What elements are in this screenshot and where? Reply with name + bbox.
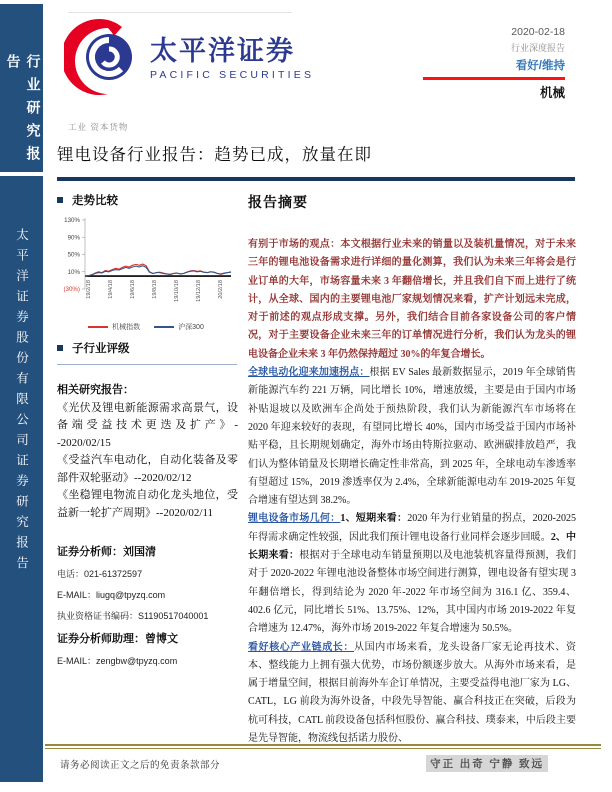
assistant-name: 证券分析师助理：曾博文 — [57, 633, 178, 645]
svg-text:130%: 130% — [64, 217, 80, 224]
mid-term-label: 2、中长期来看： — [248, 531, 576, 562]
header-divider — [68, 12, 292, 13]
email-label: E-MAIL： — [57, 656, 97, 666]
pacific-logo-icon — [64, 16, 144, 98]
svg-text:19/12/18: 19/12/18 — [196, 280, 202, 302]
svg-text:(30%): (30%) — [63, 286, 80, 293]
paragraph-lead: 看好核心产业链成长： — [248, 641, 354, 653]
analyst-license-row — [57, 609, 238, 622]
report-type: 行业深度报告 — [510, 43, 565, 53]
svg-text:10%: 10% — [67, 268, 80, 276]
analyst-email-row — [57, 588, 238, 601]
email-label: E-MAIL： — [57, 590, 97, 600]
svg-text:19/2/18: 19/2/18 — [86, 280, 92, 299]
industry-rating: 看好/维持 — [515, 60, 565, 72]
email-value: liugq@tpyzq.com — [96, 590, 166, 600]
paragraph-body: 从国内市场来看，龙头设备厂家无论再技术、资本、整线能力上拥有强大优势，市场份额逐步放大。从海外市场来看，是属于增量空间，根据目前海外车企订单情况，主要受益得电池厂家为 LG、CATL，LG 前段为海外设备，中段先导智能、赢合科技正在突破，后段为杭可科技，CATL 前段设备包括科恒股份、赢合科技、璞泰来，中后段主要是先导智能，物流线包括诺力股份、 — [248, 641, 576, 745]
trend-section-title: 走势比较 — [72, 195, 118, 207]
license-label: 执业资格证书编码： — [57, 611, 139, 621]
header-right-block — [395, 26, 565, 101]
svg-text:19/4/18: 19/4/18 — [108, 280, 114, 299]
trend-comparison-chart — [57, 213, 235, 313]
company-name-en: PACIFIC SECURITIES — [150, 69, 315, 81]
svg-text:19/10/18: 19/10/18 — [174, 280, 180, 302]
legend-label-hs300: 沪深300 — [178, 324, 204, 331]
paragraph-body: 根据对于全球电动车销量预期以及电池装机容量得预测，我们对于 2020-2022 年锂电池设备整体市场空间进行测算，锂电设备有望实现 3 年翻倍增长，得到结论为 2020 年-2022 年市场空间为 316.1 亿、359.4、402.6 亿元，同比增长 51%、13.75%、12%，其中国内市场 2019-2022 年复合增速为 12.47%，海外市场 2019-2022 年复合增速为 50.5%。 — [248, 550, 577, 635]
sector-breadcrumb: 工业 资本货物 — [68, 122, 129, 132]
rating-underline — [423, 77, 565, 80]
legend-swatch-blue — [154, 326, 174, 328]
company-name-cn: 太平洋证券 — [150, 36, 295, 66]
license-value: S1190517040001 — [138, 611, 209, 621]
legend-label-machinery: 机械指数 — [112, 324, 141, 331]
email-value: zengbw@tpyzq.com — [96, 656, 178, 666]
short-term-label: 1、短期来看： — [340, 513, 408, 525]
svg-text:20/2/18: 20/2/18 — [218, 280, 224, 299]
legend-swatch-red — [88, 326, 108, 328]
page-title: 锂电设备行业报告：趋势已成，放量在即 — [57, 145, 372, 164]
square-bullet-icon — [57, 197, 63, 203]
assistant-email-row — [57, 654, 238, 667]
related-report-item: 《坐稳锂电物流自动化龙头地位，受益新一轮扩产周期》--2020/02/11 — [57, 489, 238, 519]
summary-paragraph-ev-inflection — [248, 364, 576, 510]
related-report-item: 《受益汽车电动化，自动化装备及零部件双轮驱动》--2020/02/12 — [57, 454, 238, 484]
related-reports-block — [57, 382, 238, 522]
subrating-section-title: 子行业评级 — [72, 343, 130, 355]
paragraph-lead: 全球电动化迎来加速拐点： — [248, 367, 370, 379]
related-report-item: 《光伏及锂电新能源需求高景气，设备端受益技术更迭及扩产》--2020/02/15 — [57, 401, 238, 449]
report-date: 2020-02-18 — [511, 26, 565, 38]
analyst-name: 证券分析师：刘国清 — [57, 546, 156, 558]
subrating-divider — [57, 364, 237, 365]
title-rule — [57, 177, 575, 181]
svg-text:19/8/18: 19/8/18 — [152, 280, 158, 299]
sidebar-top-block — [0, 4, 43, 172]
related-reports-title: 相关研究报告： — [57, 384, 134, 396]
paragraph-body: 2020 年为行业销量的拐点，2020-2025 年得需求确定性较强，因此我们预计锂电设备行业同样会逐步回暖。 — [248, 513, 576, 543]
paragraph-lead: 锂电设备市场几何： — [248, 513, 341, 525]
footer-motto: 守正 出奇 宁静 致远 — [426, 755, 548, 772]
phone-value: 021-61372597 — [84, 569, 143, 579]
legend-item-hs300 — [154, 322, 204, 332]
paragraph-body: 根据 EV Sales 最新数据显示，2019 年全球销售新能源汽车约 221 万辆，同比增长 10%，增速放缓，主要是由于国内市场补贴退坡以及欧洲车企尚处于预热阶段，我们认为新能源汽车市场将在 2020 年迎来较好的表现，有望同比增长 40%，国内市场受益于国内市场补贴平稳，且长期规划确定，海外市场由特斯拉驱动、欧洲碳排放趋严，我们认为整体销量及长期增长确定性非常高，到 2025 年，全球电动车渗透率有望超过 15%，2019 渗透率仅为 2.4%，全球新能源电动车 2019-2025 年复合增速有望达到 38.2%。 — [248, 367, 576, 507]
summary-body — [248, 236, 576, 748]
footer-rule — [45, 744, 601, 749]
logo-text-block — [150, 38, 314, 81]
svg-text:90%: 90% — [67, 234, 80, 242]
sidebar-bottom-label: 太平洋证券股份有限公司证券研究报告 — [14, 228, 29, 577]
summary-paragraph-contrarian: 有别于市场的观点：本文根据行业未来的销量以及装机量情况，对于未来三年的锂电池设备需求进行详细的量化测算，我们认为未来三年将会是行业订单的大年，市场容量未来 3 年翻倍增长，并且我们自下而上进行了统计，从全球、国内的主要锂电池厂家规划情况来看，扩产计划远未完成，对于前述的观点形成支撑。另外，我们结合目前各家设备公司的客户情况，对于主要设备企业未来三年的订单情况进行分析，我们认为龙头的锂电设备企业未来 3 年仍然保持超过 30%的年复合增长。 — [248, 239, 576, 360]
svg-text:50%: 50% — [67, 251, 80, 259]
summary-paragraph-supply-chain — [248, 639, 576, 749]
footer-disclaimer: 请务必阅读正文之后的免责条款部分 — [60, 761, 221, 771]
trend-section-header — [57, 192, 118, 208]
legend-item-machinery — [88, 322, 140, 332]
summary-paragraph-market-size — [248, 510, 576, 638]
sidebar-top-label: 行业研究报告 — [4, 54, 40, 169]
analyst-block — [57, 543, 238, 675]
svg-text:19/6/18: 19/6/18 — [130, 280, 136, 299]
square-bullet-icon — [57, 345, 63, 351]
sidebar-bottom-block — [0, 176, 43, 782]
chart-legend — [57, 322, 235, 332]
subrating-section-header — [57, 340, 130, 356]
summary-title: 报告摘要 — [248, 196, 308, 211]
industry-name: 机械 — [539, 86, 565, 100]
phone-label: 电话： — [57, 569, 85, 579]
company-logo — [64, 16, 144, 98]
analyst-phone-row — [57, 567, 238, 580]
